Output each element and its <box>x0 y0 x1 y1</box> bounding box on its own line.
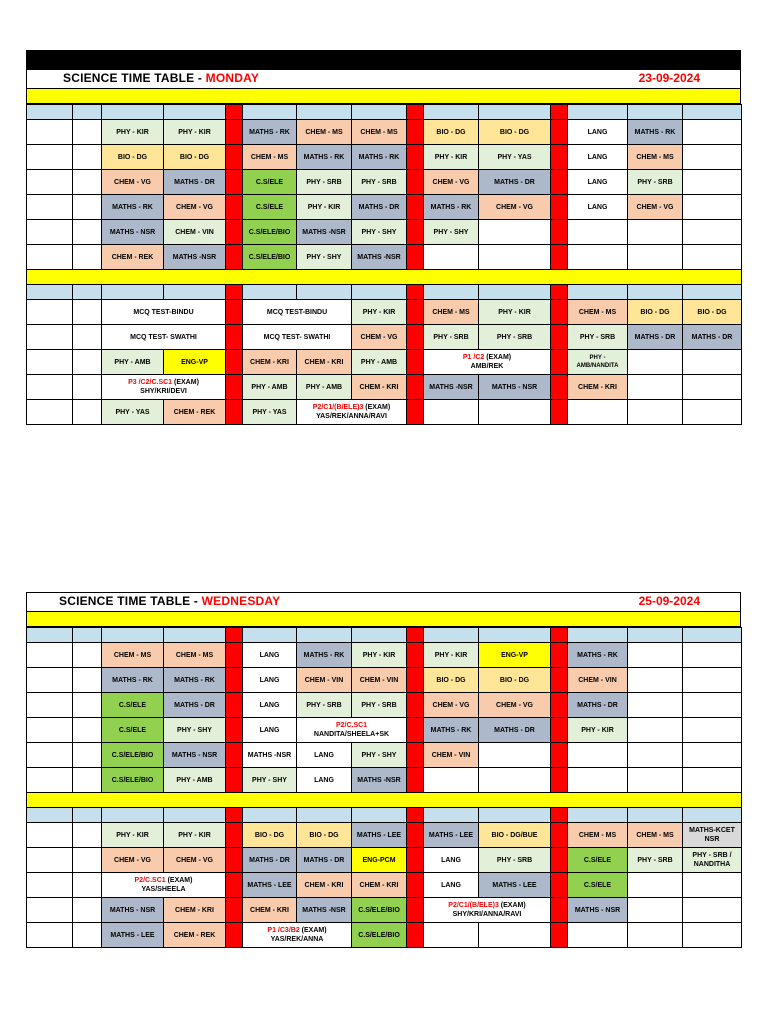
table-row <box>27 400 742 425</box>
day-label: WEDNESDAY <box>201 594 281 608</box>
table-cell: PHY - SRB <box>479 848 551 873</box>
table-cell: PHY - SHY <box>297 245 352 270</box>
table-cell: BIO - DG <box>628 300 683 325</box>
table-cell: LANG <box>424 848 479 873</box>
table-cell: MATHS -NSR <box>352 245 407 270</box>
table-cell: MATHS - DR <box>683 325 742 350</box>
table-cell: CHEM - VIN <box>352 668 407 693</box>
table-row <box>27 693 742 718</box>
table-cell: C.S/ELE <box>102 718 164 743</box>
table-row <box>27 848 742 873</box>
exam-cell: P3 /C2/C.SC1 (EXAM) SHY/KRI/DEVI <box>102 375 226 400</box>
table-cell: CHEM - VG <box>102 848 164 873</box>
table-cell: PHY - SHY <box>424 220 479 245</box>
table-cell: MATHS - RK <box>568 643 628 668</box>
exam-cell: P2/C.SC1 NANDITA/SHEELA+SK <box>297 718 407 743</box>
table-cell: MATHS - DR <box>628 325 683 350</box>
table-cell: ENG-PCM <box>352 848 407 873</box>
table-cell: C.S/ELE/BIO <box>102 768 164 793</box>
table-cell: CHEM - KRI <box>297 350 352 375</box>
table-cell: BIO - DG <box>479 120 551 145</box>
exam-cell: P1 /C3/B2 (EXAM) YAS/REK/ANNA <box>243 923 352 948</box>
monday-timetable <box>26 50 741 425</box>
table-cell: MATHS -NSR <box>352 768 407 793</box>
table-cell: CHEM - VG <box>424 693 479 718</box>
wednesday-timetable <box>26 592 741 948</box>
table-row <box>27 120 742 145</box>
table-cell: CHEM - VG <box>164 195 226 220</box>
table-cell: CHEM - REK <box>164 400 226 425</box>
header-row <box>27 285 742 300</box>
table-cell: ENG-VP <box>164 350 226 375</box>
table-cell: PHY - KIR <box>297 195 352 220</box>
header-row <box>27 105 742 120</box>
table-cell: CHEM - MS <box>568 300 628 325</box>
table-cell: PHY - SRB <box>424 325 479 350</box>
table-cell: CHEM - VIN <box>297 668 352 693</box>
table-row <box>27 823 742 848</box>
table-cell: MATHS - NSR <box>568 898 628 923</box>
table-cell: CHEM - MS <box>102 643 164 668</box>
table-cell: C.S/ELE <box>243 195 297 220</box>
table-cell: PHY - AMB <box>102 350 164 375</box>
table-cell: MATHS - DR <box>164 170 226 195</box>
table-row <box>27 145 742 170</box>
table-cell: PHY - SHY <box>243 768 297 793</box>
table-cell: PHY - KIR <box>352 300 407 325</box>
yellow-divider-row <box>27 270 742 285</box>
table-cell: C.S/ELE <box>102 693 164 718</box>
table-row <box>27 195 742 220</box>
table-cell: PHY - AMB <box>164 768 226 793</box>
table-cell: C.S/ELE <box>243 170 297 195</box>
table-cell: CHEM - VIN <box>164 220 226 245</box>
header-row <box>27 808 742 823</box>
table-cell: PHY - KIR <box>568 718 628 743</box>
table-cell: MCQ TEST- SWATHI <box>243 325 352 350</box>
table-cell: MATHS - RK <box>102 668 164 693</box>
exam-cell: P1 /C2 (EXAM) AMB/REK <box>424 350 551 375</box>
title-bar <box>26 592 741 612</box>
yellow-divider <box>26 612 741 627</box>
table-cell: PHY - SHY <box>352 220 407 245</box>
table-cell: CHEM - MS <box>164 643 226 668</box>
table-cell: BIO - DG <box>424 668 479 693</box>
timetable-grid <box>26 104 742 425</box>
table-row <box>27 220 742 245</box>
table-cell: MATHS -NSR <box>297 220 352 245</box>
table-cell: LANG <box>243 693 297 718</box>
table-cell: C.S/ELE/BIO <box>352 923 407 948</box>
table-cell: MATHS - RK <box>352 145 407 170</box>
table-cell: MATHS - DR <box>243 848 297 873</box>
day-label: MONDAY <box>205 71 260 85</box>
table-cell: PHY - KIR <box>164 823 226 848</box>
exam-cell: P2/C.SC1 (EXAM) YAS/SHEELA <box>102 873 226 898</box>
table-cell: CHEM - KRI <box>243 898 297 923</box>
table-cell: PHY - AMB <box>352 350 407 375</box>
table-row <box>27 375 742 400</box>
table-cell: CHEM - MS <box>568 823 628 848</box>
table-cell: PHY - KIR <box>479 300 551 325</box>
table-cell: MCQ TEST-BINDU <box>102 300 226 325</box>
table-row <box>27 325 742 350</box>
table-cell: MATHS -NSR <box>424 375 479 400</box>
table-row <box>27 873 742 898</box>
table-cell: CHEM - REK <box>102 245 164 270</box>
table-cell: MATHS - NSR <box>102 898 164 923</box>
table-row <box>27 300 742 325</box>
table-cell: MATHS - DR <box>164 693 226 718</box>
page-title: SCIENCE TIME TABLE - WEDNESDAY <box>59 594 281 608</box>
table-cell: MATHS - NSR <box>164 743 226 768</box>
table-cell: CHEM - MS <box>297 120 352 145</box>
table-cell: CHEM - VG <box>352 325 407 350</box>
table-cell: PHY - KIR <box>424 145 479 170</box>
table-row <box>27 743 742 768</box>
table-cell: CHEM - MS <box>628 823 683 848</box>
table-cell: MATHS -NSR <box>164 245 226 270</box>
table-cell: LANG <box>568 145 628 170</box>
table-cell: LANG <box>424 873 479 898</box>
table-cell: CHEM - KRI <box>164 898 226 923</box>
table-cell: BIO - DG <box>479 668 551 693</box>
table-cell: MATHS - LEE <box>243 873 297 898</box>
table-cell: CHEM - MS <box>352 120 407 145</box>
table-cell: CHEM - REK <box>164 923 226 948</box>
title-bar <box>26 70 741 89</box>
table-cell: LANG <box>243 668 297 693</box>
table-cell: MATHS - LEE <box>102 923 164 948</box>
header-row <box>27 628 742 643</box>
table-row <box>27 768 742 793</box>
table-cell: C.S/ELE <box>568 848 628 873</box>
exam-cell: P2/C1/(B/ELE)3 (EXAM) SHY/KRI/ANNA/RAVI <box>424 898 551 923</box>
table-cell: MATHS-KCET NSR <box>683 823 742 848</box>
table-row <box>27 350 742 375</box>
table-cell: PHY - YAS <box>243 400 297 425</box>
table-cell: CHEM - VG <box>628 195 683 220</box>
table-row <box>27 245 742 270</box>
table-row <box>27 898 742 923</box>
table-cell: MATHS - LEE <box>479 873 551 898</box>
date-label: 23-09-2024 <box>638 71 700 85</box>
table-cell: CHEM - VIN <box>568 668 628 693</box>
table-row <box>27 668 742 693</box>
table-cell: MATHS - LEE <box>352 823 407 848</box>
table-cell: PHY - KIR <box>102 823 164 848</box>
table-cell: LANG <box>568 195 628 220</box>
table-cell: MATHS - RK <box>628 120 683 145</box>
table-cell: PHY - SHY <box>352 743 407 768</box>
table-cell: MATHS - RK <box>297 145 352 170</box>
table-cell: MATHS - NSR <box>102 220 164 245</box>
table-cell: CHEM - MS <box>628 145 683 170</box>
table-cell: LANG <box>243 643 297 668</box>
table-cell: MATHS - DR <box>352 195 407 220</box>
table-cell: PHY - SRB <box>628 848 683 873</box>
table-cell: CHEM - KRI <box>243 350 297 375</box>
table-cell: PHY - KIR <box>424 643 479 668</box>
table-cell: BIO - DG <box>243 823 297 848</box>
table-cell: CHEM - VG <box>424 170 479 195</box>
table-cell: MATHS - RK <box>164 668 226 693</box>
table-cell: CHEM - KRI <box>568 375 628 400</box>
table-cell: MATHS -NSR <box>297 898 352 923</box>
table-cell: PHY - SRB <box>297 170 352 195</box>
table-cell: MATHS - RK <box>424 718 479 743</box>
date-label: 25-09-2024 <box>638 594 700 608</box>
page-title: SCIENCE TIME TABLE - MONDAY <box>63 71 260 85</box>
table-cell: CHEM - KRI <box>352 375 407 400</box>
table-cell: PHY - AMB <box>297 375 352 400</box>
table-cell: ENG-VP <box>479 643 551 668</box>
table-cell: PHY - SRB <box>568 325 628 350</box>
table-cell: PHY - KIR <box>102 120 164 145</box>
table-cell: BIO - DG <box>102 145 164 170</box>
table-cell: MATHS - LEE <box>424 823 479 848</box>
yellow-divider-row <box>27 793 742 808</box>
table-row <box>27 718 742 743</box>
table-cell: MATHS - DR <box>568 693 628 718</box>
yellow-divider <box>26 89 741 104</box>
table-cell: PHY - AMB/NANDITA <box>568 350 628 375</box>
table-cell: C.S/ELE/BIO <box>243 220 297 245</box>
table-cell: BIO - DG <box>297 823 352 848</box>
timetable-grid <box>26 627 742 948</box>
table-cell: BIO - DG <box>164 145 226 170</box>
table-cell: PHY - SRB <box>352 693 407 718</box>
table-cell: C.S/ELE <box>568 873 628 898</box>
table-cell: C.S/ELE/BIO <box>102 743 164 768</box>
table-cell: CHEM - KRI <box>352 873 407 898</box>
table-cell: CHEM - VG <box>479 693 551 718</box>
table-cell: MATHS - DR <box>297 848 352 873</box>
table-cell: CHEM - VG <box>164 848 226 873</box>
table-cell: LANG <box>568 120 628 145</box>
table-cell: PHY - KIR <box>164 120 226 145</box>
table-cell: PHY - SRB <box>297 693 352 718</box>
table-cell: C.S/ELE/BIO <box>352 898 407 923</box>
table-cell: LANG <box>568 170 628 195</box>
table-cell: C.S/ELE/BIO <box>243 245 297 270</box>
exam-cell: P2/C1/(B/ELE)3 (EXAM) YAS/REK/ANNA/RAVI <box>297 400 407 425</box>
table-cell: PHY - YAS <box>479 145 551 170</box>
table-cell: CHEM - VG <box>479 195 551 220</box>
table-cell: PHY - SRB / NANDITHA <box>683 848 742 873</box>
table-cell: BIO - DG/BUE <box>479 823 551 848</box>
table-cell: PHY - AMB <box>243 375 297 400</box>
table-cell: PHY - YAS <box>102 400 164 425</box>
table-row <box>27 643 742 668</box>
table-cell: BIO - DG <box>424 120 479 145</box>
table-cell: CHEM - MS <box>243 145 297 170</box>
table-cell: LANG <box>243 718 297 743</box>
table-cell: PHY - SHY <box>164 718 226 743</box>
table-cell: PHY - KIR <box>352 643 407 668</box>
table-cell: LANG <box>297 743 352 768</box>
table-cell: PHY - SRB <box>479 325 551 350</box>
table-cell: CHEM - VG <box>102 170 164 195</box>
table-cell: MATHS - NSR <box>479 375 551 400</box>
table-row <box>27 170 742 195</box>
table-cell: MATHS - RK <box>297 643 352 668</box>
header-black-bar <box>26 50 741 70</box>
table-cell: PHY - SRB <box>628 170 683 195</box>
table-cell: MATHS -NSR <box>243 743 297 768</box>
table-cell: MATHS - DR <box>479 170 551 195</box>
table-cell: MCQ TEST- SWATHI <box>102 325 226 350</box>
table-cell: MATHS - RK <box>243 120 297 145</box>
table-cell: PHY - SRB <box>352 170 407 195</box>
table-cell: MATHS - RK <box>102 195 164 220</box>
table-cell: BIO - DG <box>683 300 742 325</box>
table-row <box>27 923 742 948</box>
table-cell: CHEM - MS <box>424 300 479 325</box>
table-cell: MCQ TEST-BINDU <box>243 300 352 325</box>
table-cell: MATHS - DR <box>479 718 551 743</box>
table-cell: LANG <box>297 768 352 793</box>
table-cell: CHEM - VIN <box>424 743 479 768</box>
table-cell: CHEM - KRI <box>297 873 352 898</box>
table-cell: MATHS - RK <box>424 195 479 220</box>
